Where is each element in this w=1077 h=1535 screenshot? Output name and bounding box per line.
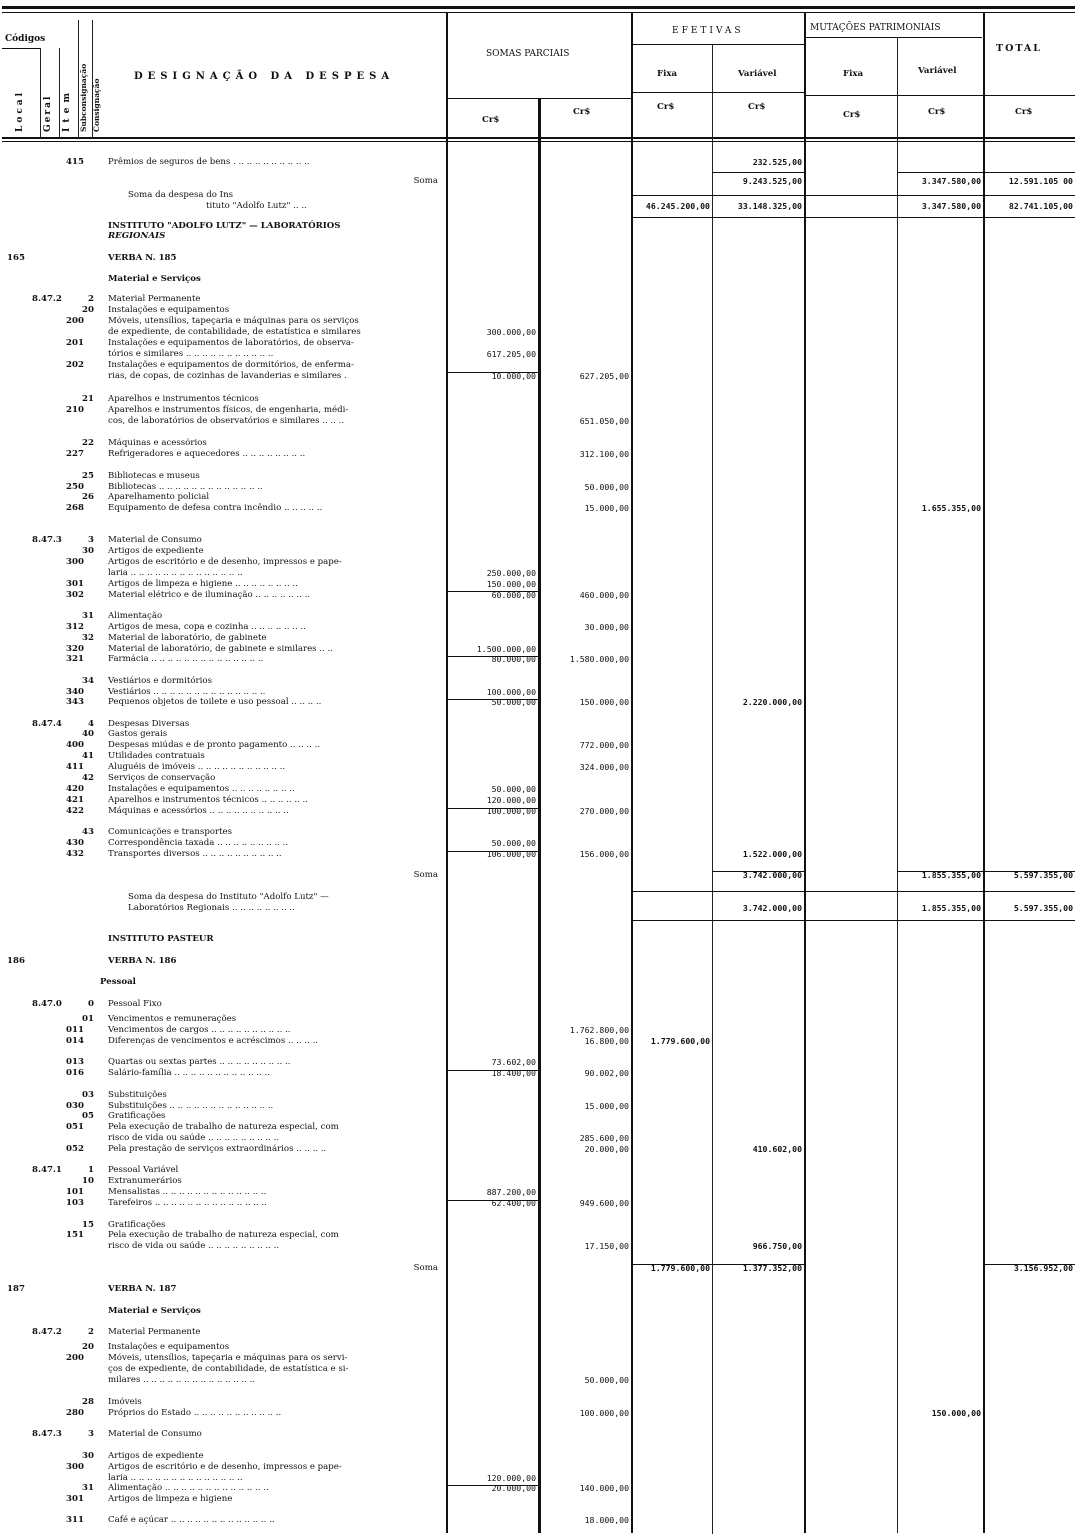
designacao-text: Artigos de limpeza e higiene .. .. .. .. .. .. .. .. xyxy=(108,579,298,589)
subconsignacao-code: 3 xyxy=(88,535,94,545)
col-rule-mut-mid xyxy=(897,37,898,1533)
designacao-text: Aparelhos e instrumentos técnicos xyxy=(108,394,259,404)
designacao-text: laria .. .. .. .. .. .. .. .. .. .. .. .. .. .. xyxy=(108,568,243,578)
designacao-text: Artigos de mesa, copa e cozinha .. .. .. .. .. .. .. xyxy=(108,622,306,632)
header-somas-parciais: SOMAS PARCIAIS xyxy=(486,49,570,59)
designacao-text: cos, de laboratórios de observatórios e similares .. .. .. xyxy=(108,416,345,426)
designacao-text: Imóveis xyxy=(108,1397,142,1407)
soma-parcial-1: 250.000,00 xyxy=(486,568,536,578)
designacao-text: Aparelhos e instrumentos técnicos .. .. .. .. .. .. xyxy=(108,795,308,805)
col-rule-local xyxy=(40,48,41,138)
subconsignacao-code: 28 xyxy=(82,1397,94,1407)
designacao-text: Gratificações xyxy=(108,1220,166,1230)
efetiva-variavel: 1.522.000,00 xyxy=(742,849,802,859)
item-code: 201 xyxy=(66,338,84,348)
soma-parcial-2: 460.000,00 xyxy=(579,590,629,600)
mutacao-variavel: 1.655.355,00 xyxy=(921,503,981,513)
soma-parcial-1: 120.000,00 xyxy=(486,795,536,805)
item-code: 421 xyxy=(66,795,84,805)
designacao-text: Vestiários e dormitórios xyxy=(108,676,212,686)
subconsignacao-code: 21 xyxy=(82,394,94,404)
soma-parcial-1: 100.000,00 xyxy=(486,687,536,697)
item-code: 202 xyxy=(66,360,84,370)
header-mutacoes: MUTAÇÕES PATRIMONIAIS xyxy=(810,23,941,33)
soma-parcial-2: 15.000,00 xyxy=(584,1101,629,1111)
subconsignacao-code: 22 xyxy=(82,438,94,448)
item-code: 343 xyxy=(66,697,84,707)
designacao-text: Extranumerários xyxy=(108,1176,182,1186)
col-rule-designacao xyxy=(446,13,448,1533)
efetiva-variavel: 232.525,00 xyxy=(752,157,802,167)
designacao-text: Despesas miúdas e de pronto pagamento .. .. .. .. xyxy=(108,740,321,750)
subconsignacao-code: 05 xyxy=(82,1111,94,1121)
item-code: 422 xyxy=(66,806,84,816)
item-code: 151 xyxy=(66,1230,84,1240)
designacao-text: REGIONAIS xyxy=(108,231,166,241)
designacao-text: Próprios do Estado .. .. .. .. .. .. .. .. .. .. .. xyxy=(108,1408,282,1418)
designacao-text: Instalações e equipamentos xyxy=(108,305,230,315)
soma-parcial-1: 50.000,00 xyxy=(491,784,536,794)
designacao-text: Aparelhamento policial xyxy=(108,492,210,502)
soma-parcial-1: 18.400,00 xyxy=(491,1068,536,1078)
efetiva-variavel: 3.742.000,00 xyxy=(742,903,802,913)
soma-parcial-2: 16.800,00 xyxy=(584,1036,629,1046)
designacao-text: INSTITUTO "ADOLFO LUTZ" — LABORATÓRIOS xyxy=(108,221,341,231)
item-code: 420 xyxy=(66,784,84,794)
header-item: I t e m xyxy=(62,91,72,132)
subconsignacao-code: 20 xyxy=(82,305,94,315)
efetiva-variavel: 2.220.000,00 xyxy=(742,697,802,707)
item-code: 101 xyxy=(66,1187,84,1197)
designacao-text: Alimentação xyxy=(108,611,163,621)
designacao-text: Despesas Diversas xyxy=(108,719,190,729)
designacao-text: Substituições .. .. .. .. .. .. .. .. .. .. .. .. .. xyxy=(108,1101,274,1111)
header-currency-ef-fixa: Cr$ xyxy=(657,102,675,112)
soma-parcial-1: 50.000,00 xyxy=(491,838,536,848)
geral-code: 8.47.2 xyxy=(32,1327,62,1337)
item-code: 300 xyxy=(66,557,84,567)
item-code: 030 xyxy=(66,1101,84,1111)
designacao-text: Aluguéis de imóveis .. .. .. .. .. .. .. .. .. .. .. xyxy=(108,762,286,772)
item-code: 200 xyxy=(66,1353,84,1363)
designacao-text: tituto "Adolfo Lutz" .. .. xyxy=(206,201,307,211)
mutacao-variavel: 1.855.355,00 xyxy=(921,870,981,880)
codigos-rule xyxy=(2,48,40,49)
designacao-text: Comunicações e transportes xyxy=(108,827,233,837)
designacao-text: Soma da despesa do Ins xyxy=(128,190,234,200)
designacao-text: Instalações e equipamentos de dormitórios, de enferma- xyxy=(108,360,354,370)
item-code: 250 xyxy=(66,482,84,492)
efetiva-fixa: 1.779.600,00 xyxy=(650,1263,710,1273)
subconsignacao-code: 4 xyxy=(88,719,94,729)
subconsignacao-code: 20 xyxy=(82,1342,94,1352)
mutacao-variavel: 150.000,00 xyxy=(931,1408,981,1418)
designacao-text: Aparelhos e instrumentos físicos, de engenharia, médi- xyxy=(108,405,349,415)
geral-code: 8.47.1 xyxy=(32,1165,62,1175)
designacao-text: INSTITUTO PASTEUR xyxy=(108,934,214,944)
subconsignacao-code: 25 xyxy=(82,471,94,481)
designacao-text: Pessoal Fixo xyxy=(108,999,162,1009)
header-currency-mut-var: Cr$ xyxy=(928,107,946,117)
designacao-text: Artigos de escritório e de desenho, impressos e pape- xyxy=(108,1462,342,1472)
designacao-text: Material e Serviços xyxy=(108,1306,201,1316)
designacao-text: Utilidades contratuais xyxy=(108,751,205,761)
soma-parcial-1: 60.000,00 xyxy=(491,590,536,600)
subconsignacao-code: 2 xyxy=(88,294,94,304)
soma-parcial-1: 300.000,00 xyxy=(486,327,536,337)
designacao-text: Material de Consumo xyxy=(108,535,202,545)
subconsignacao-code: 26 xyxy=(82,492,94,502)
soma-parcial-2: 15.000,00 xyxy=(584,503,629,513)
header-total: TOTAL xyxy=(996,43,1042,54)
item-code: 432 xyxy=(66,849,84,859)
designacao-text: Material e Serviços xyxy=(108,274,201,284)
subconsignacao-code: 15 xyxy=(82,1220,94,1230)
efetiva-fixa: 46.245.200,00 xyxy=(645,201,710,211)
soma-rule xyxy=(632,891,1075,892)
designacao-text: Artigos de expediente xyxy=(108,546,204,556)
efetivas-rule xyxy=(632,44,804,45)
item-code: 200 xyxy=(66,316,84,326)
soma-parcial-1: 62.400,00 xyxy=(491,1198,536,1208)
subconsignacao-code: 40 xyxy=(82,729,94,739)
header-currency-ef-var: Cr$ xyxy=(748,102,766,112)
total-value: 3.156.952,00 xyxy=(1013,1263,1073,1273)
efetiva-variavel: 3.742.000,00 xyxy=(742,870,802,880)
geral-code: 8.47.4 xyxy=(32,719,62,729)
item-code: 052 xyxy=(66,1144,84,1154)
subconsignacao-code: 2 xyxy=(88,1327,94,1337)
col-rule-ef-end xyxy=(804,13,806,1533)
designacao-text: risco de vida ou saúde .. .. .. .. .. .. .. .. .. xyxy=(108,1133,280,1143)
mutacao-variavel: 3.347.580,00 xyxy=(921,201,981,211)
soma-parcial-2: 949.600,00 xyxy=(579,1198,629,1208)
total-value: 5.597.355,00 xyxy=(1013,903,1073,913)
designacao-text: Serviços de conservação xyxy=(108,773,216,783)
designacao-text: Instalações e equipamentos .. .. .. .. .. .. .. .. xyxy=(108,784,295,794)
soma-parcial-1: 100.000,00 xyxy=(486,806,536,816)
item-code: 300 xyxy=(66,1462,84,1472)
soma-parcial-1: 120.000,00 xyxy=(486,1473,536,1483)
currency-rule-ef xyxy=(632,92,804,93)
header-currency-mut-fixa: Cr$ xyxy=(843,110,861,120)
designacao-text: tórios e similares .. .. .. .. .. .. .. .. .. .. .. xyxy=(108,349,274,359)
soma-parcial-2: 772.000,00 xyxy=(579,740,629,750)
soma-parcial-1: 10.000,00 xyxy=(491,371,536,381)
soma-parcial-2: 150.000,00 xyxy=(579,697,629,707)
soma-parcial-2: 324.000,00 xyxy=(579,762,629,772)
soma-parcial-2: 312.100,00 xyxy=(579,449,629,459)
soma-parcial-1: 106.000,00 xyxy=(486,849,536,859)
designacao-text: Prêmios de seguros de bens . .. .. .. .. .. .. .. .. .. xyxy=(108,157,310,167)
designacao-text: Vestiários .. .. .. .. .. .. .. .. .. .. .. .. .. .. xyxy=(108,687,266,697)
soma-parcial-2: 270.000,00 xyxy=(579,806,629,816)
item-code: 051 xyxy=(66,1122,84,1132)
top-rule xyxy=(2,6,1075,9)
designacao-text: Máquinas e acessórios xyxy=(108,438,207,448)
soma-parcial-2: 285.600,00 xyxy=(579,1133,629,1143)
subconsignacao-code: 41 xyxy=(82,751,94,761)
soma-parcial-1: 887.200,00 xyxy=(486,1187,536,1197)
local-code: 165 xyxy=(7,253,25,263)
designacao-text: Café e açúcar .. .. .. .. .. .. .. .. .. .. .. .. .. xyxy=(108,1515,275,1525)
item-code: 013 xyxy=(66,1057,84,1067)
designacao-text: Pela execução de trabalho de natureza especial, com xyxy=(108,1122,339,1132)
header-subconsignacao: Subconsignação xyxy=(79,63,88,132)
designacao-text: Soma xyxy=(413,870,438,880)
efetiva-variavel: 33.148.325,00 xyxy=(737,201,802,211)
item-code: 011 xyxy=(66,1025,84,1035)
top-rule-thin xyxy=(2,12,1075,13)
header-geral: Geral xyxy=(43,94,53,132)
item-code: 311 xyxy=(66,1515,84,1525)
header-currency-sp2: Cr$ xyxy=(573,107,591,117)
subconsignacao-code: 0 xyxy=(88,999,94,1009)
mutacao-variavel: 1.855.355,00 xyxy=(921,903,981,913)
item-code: 268 xyxy=(66,503,84,513)
item-code: 411 xyxy=(66,762,84,772)
subconsignacao-code: 31 xyxy=(82,1483,94,1493)
designacao-text: Material Permanente xyxy=(108,1327,201,1337)
soma-parcial-2: 1.762.800,00 xyxy=(569,1025,629,1035)
item-code: 340 xyxy=(66,687,84,697)
total-value: 82.741.105,00 xyxy=(1008,201,1073,211)
mutacao-variavel: 3.347.580,00 xyxy=(921,176,981,186)
designacao-text: Correspondência taxada .. .. .. .. .. .. .. .. .. xyxy=(108,838,289,848)
designacao-text: Mensalistas .. .. .. .. .. .. .. .. .. .. .. .. .. xyxy=(108,1187,267,1197)
designacao-text: Material elétrico e de iluminação .. .. .. .. .. .. .. xyxy=(108,590,311,600)
designacao-text: Pessoal xyxy=(100,977,136,987)
designacao-text: Salário-família .. .. .. .. .. .. .. .. .. .. .. .. xyxy=(108,1068,270,1078)
header-ef-variavel: Variável xyxy=(738,69,777,79)
header-ef-fixa: Fixa xyxy=(657,69,678,79)
designacao-text: Pequenos objetos de toilete e uso pessoal .. .. .. .. xyxy=(108,697,322,707)
item-code: 320 xyxy=(66,644,84,654)
designacao-text: Refrigeradores e aquecedores .. .. .. .. .. .. .. .. xyxy=(108,449,306,459)
item-code: 280 xyxy=(66,1408,84,1418)
soma-parcial-2: 100.000,00 xyxy=(579,1408,629,1418)
designacao-text: Artigos de expediente xyxy=(108,1451,204,1461)
subconsignacao-code: 01 xyxy=(82,1014,94,1024)
designacao-text: Material de laboratório, de gabinete xyxy=(108,633,267,643)
subconsignacao-code: 30 xyxy=(82,546,94,556)
geral-code: 8.47.2 xyxy=(32,294,62,304)
soma-parcial-2: 90.002,00 xyxy=(584,1068,629,1078)
soma-parcial-2: 651.050,00 xyxy=(579,416,629,426)
soma-parcial-2: 30.000,00 xyxy=(584,622,629,632)
designacao-text: Soma xyxy=(413,176,438,186)
soma-rule xyxy=(632,920,1075,921)
designacao-text: VERBA N. 186 xyxy=(108,956,177,966)
designacao-text: Pessoal Variável xyxy=(108,1165,179,1175)
item-code: 415 xyxy=(66,157,84,167)
designacao-text: Máquinas e acessórios .. .. .. .. .. .. .. .. .. .. xyxy=(108,806,289,816)
designacao-text: Farmácia .. .. .. .. .. .. .. .. .. .. .. .. .. .. xyxy=(108,654,264,664)
designacao-text: Pela prestação de serviços extraordinários .. .. .. .. xyxy=(108,1144,327,1154)
subconsignacao-code: 30 xyxy=(82,1451,94,1461)
designacao-text: Instalações e equipamentos xyxy=(108,1342,230,1352)
item-code: 016 xyxy=(66,1068,84,1078)
currency-rule-mut xyxy=(805,95,1075,96)
efetiva-variavel: 410.602,00 xyxy=(752,1144,802,1154)
soma-parcial-2: 140.000,00 xyxy=(579,1483,629,1493)
designacao-text: Material de laboratório, de gabinete e similares .. .. xyxy=(108,644,333,654)
designacao-text: Laboratórios Regionais .. .. .. .. .. .. .. .. xyxy=(128,903,295,913)
soma-parcial-2: 1.580.000,00 xyxy=(569,654,629,664)
soma-parcial-1: 73.602,00 xyxy=(491,1057,536,1067)
designacao-text: Artigos de escritório e de desenho, impressos e pape- xyxy=(108,557,342,567)
item-code: 321 xyxy=(66,654,84,664)
designacao-text: Soma xyxy=(413,1263,438,1273)
col-rule-sp-end xyxy=(631,13,633,1533)
header-consignacao: Consignação xyxy=(92,78,101,132)
efetiva-variavel: 966.750,00 xyxy=(752,1241,802,1251)
designacao-text: de expediente, de contabilidade, de estatística e similares xyxy=(108,327,361,337)
item-code: 302 xyxy=(66,590,84,600)
designacao-text: Móveis, utensílios, tapeçaria e máquinas para os servi- xyxy=(108,1353,348,1363)
designacao-text: Material Permanente xyxy=(108,294,201,304)
col-rule-geral xyxy=(59,48,60,138)
item-code: 227 xyxy=(66,449,84,459)
subconsignacao-code: 10 xyxy=(82,1176,94,1186)
header-local: Local xyxy=(15,89,25,132)
designacao-text: Bibliotecas e museus xyxy=(108,471,200,481)
total-value: 12.591.105 00 xyxy=(1008,176,1073,186)
item-code: 301 xyxy=(66,579,84,589)
col-rule-mut-end xyxy=(983,13,985,1533)
soma-parcial-2: 156.000,00 xyxy=(579,849,629,859)
designacao-text: Equipamento de defesa contra incêndio .. .. .. .. .. xyxy=(108,503,323,513)
subconsignacao-code: 1 xyxy=(88,1165,94,1175)
header-currency-sp1: Cr$ xyxy=(482,115,500,125)
soma-parcial-2: 50.000,00 xyxy=(584,482,629,492)
header-mut-fixa: Fixa xyxy=(843,69,864,79)
item-code: 103 xyxy=(66,1198,84,1208)
geral-code: 8.47.3 xyxy=(32,535,62,545)
soma-rule xyxy=(897,172,1075,173)
subconsignacao-code: 3 xyxy=(88,1429,94,1439)
col-rule-sp-mid xyxy=(538,98,541,1533)
subconsignacao-code: 42 xyxy=(82,773,94,783)
designacao-text: Vencimentos de cargos .. .. .. .. .. .. .. .. .. .. xyxy=(108,1025,291,1035)
soma-parcial-2: 627.205,00 xyxy=(579,371,629,381)
header-mut-variavel: Variável xyxy=(918,66,957,76)
local-code: 187 xyxy=(7,1284,25,1294)
geral-code: 8.47.3 xyxy=(32,1429,62,1439)
item-code: 430 xyxy=(66,838,84,848)
designacao-text: Vencimentos e remunerações xyxy=(108,1014,237,1024)
soma-rule xyxy=(712,172,804,173)
designacao-text: rias, de copas, de cozinhas de lavanderias e similares . xyxy=(108,371,347,381)
header-efetivas: EFETIVAS xyxy=(672,26,744,36)
soma-parcial-1: 617.205,00 xyxy=(486,349,536,359)
item-code: 312 xyxy=(66,622,84,632)
designacao-text: Artigos de limpeza e higiene xyxy=(108,1494,233,1504)
designacao-text: Móveis, utensílios, tapeçaria e máquinas para os serviços xyxy=(108,316,359,326)
designacao-text: Material de Consumo xyxy=(108,1429,202,1439)
designacao-text: Instalações e equipamentos de laboratórios, de observa- xyxy=(108,338,354,348)
subconsignacao-code: 43 xyxy=(82,827,94,837)
total-value: 5.597.355,00 xyxy=(1013,870,1073,880)
designacao-text: ços de expediente, de contabilidade, de estatística e si- xyxy=(108,1364,349,1374)
subconsignacao-code: 03 xyxy=(82,1090,94,1100)
efetiva-variavel: 1.377.352,00 xyxy=(742,1263,802,1273)
col-rule-ef-mid xyxy=(712,44,713,1534)
soma-parcial-1: 20.000,00 xyxy=(491,1483,536,1493)
local-code: 186 xyxy=(7,956,25,966)
designacao-text: laria .. .. .. .. .. .. .. .. .. .. .. .. .. .. xyxy=(108,1473,243,1483)
subconsignacao-code: 32 xyxy=(82,633,94,643)
header-currency-total: Cr$ xyxy=(1015,107,1033,117)
designacao-text: Pela execução de trabalho de natureza especial, com xyxy=(108,1230,339,1240)
designacao-text: Alimentação .. .. .. .. .. .. .. .. .. .. .. .. .. xyxy=(108,1483,269,1493)
soma-parcial-2: 50.000,00 xyxy=(584,1375,629,1385)
soma-parcial-2: 18.000,00 xyxy=(584,1515,629,1525)
efetiva-fixa: 1.779.600,00 xyxy=(650,1036,710,1046)
designacao-text: Tarefeiros .. .. .. .. .. .. .. .. .. .. .. .. .. .. xyxy=(108,1198,267,1208)
geral-code: 8.47.0 xyxy=(32,999,62,1009)
designacao-text: VERBA N. 187 xyxy=(108,1284,177,1294)
soma-parcial-1: 1.500.000,00 xyxy=(476,644,536,654)
designacao-text: milares .. .. .. .. .. .. .. .. .. .. .. .. .. .. xyxy=(108,1375,256,1385)
item-code: 014 xyxy=(66,1036,84,1046)
designacao-text: Diferenças de vencimentos e acréscimos .. .. .. .. xyxy=(108,1036,319,1046)
soma-parcial-1: 150.000,00 xyxy=(486,579,536,589)
efetiva-variavel: 9.243.525,00 xyxy=(742,176,802,186)
soma-rule xyxy=(632,195,1075,196)
designacao-text: Soma da despesa do Instituto "Adolfo Lutz" — xyxy=(128,892,329,902)
mutacoes-rule xyxy=(805,37,982,38)
soma-parcial-1: 80.000,00 xyxy=(491,654,536,664)
designacao-text: Substituições xyxy=(108,1090,167,1100)
header-codigos: Códigos xyxy=(5,34,46,44)
designacao-text: Bibliotecas .. .. .. .. .. .. .. .. .. .. .. .. .. xyxy=(108,482,263,492)
subconsignacao-code: 34 xyxy=(82,676,94,686)
soma-parcial-2: 20.000,00 xyxy=(584,1144,629,1154)
soma-parcial-1: 50.000,00 xyxy=(491,697,536,707)
designacao-text: Transportes diversos .. .. .. .. .. .. .. .. .. .. xyxy=(108,849,282,859)
item-code: 400 xyxy=(66,740,84,750)
item-code: 210 xyxy=(66,405,84,415)
designacao-text: Gastos gerais xyxy=(108,729,168,739)
item-code: 301 xyxy=(66,1494,84,1504)
designacao-text: Gratificações xyxy=(108,1111,166,1121)
soma-rule xyxy=(632,217,1075,218)
designacao-text: Quartas ou sextas partes .. .. .. .. .. .. .. .. .. xyxy=(108,1057,291,1067)
designacao-text: risco de vida ou saúde .. .. .. .. .. .. .. .. .. xyxy=(108,1241,280,1251)
header-designacao: DESIGNAÇÃO DA DESPESA xyxy=(134,71,395,82)
soma-parcial-2: 17.150,00 xyxy=(584,1241,629,1251)
subconsignacao-code: 31 xyxy=(82,611,94,621)
designacao-text: VERBA N. 185 xyxy=(108,253,177,263)
